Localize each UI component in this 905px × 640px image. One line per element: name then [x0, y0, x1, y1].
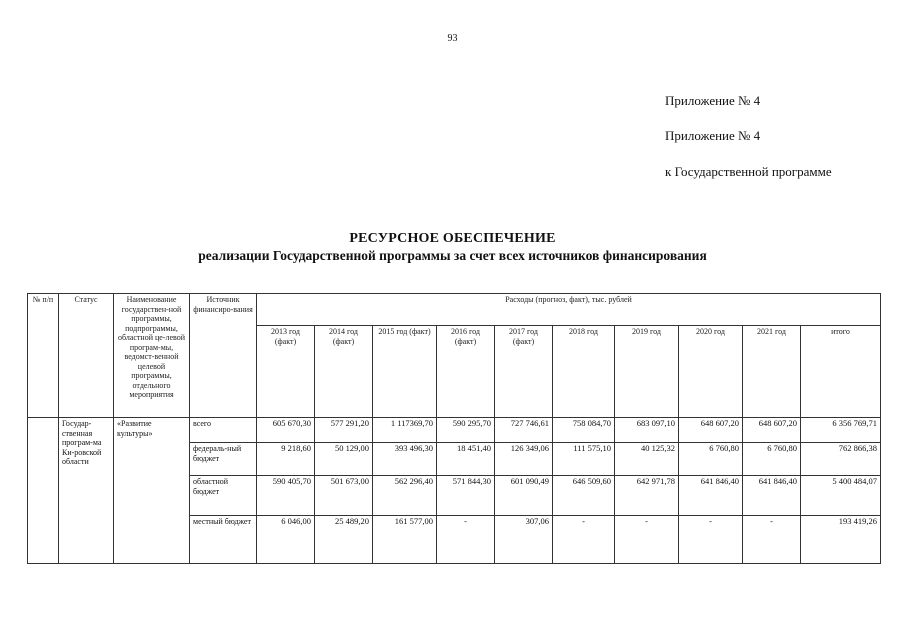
page-number: 93 — [447, 33, 458, 44]
document-title: РЕСУРСНОЕ ОБЕСПЕЧЕНИЕ — [349, 231, 556, 246]
cell-source: федераль-ный бюджет — [190, 443, 257, 476]
cell-value: 646 509,60 — [553, 476, 615, 516]
header-expenses: Расходы (прогноз, факт), тыс. рублей — [257, 294, 881, 326]
cell-num — [28, 418, 59, 564]
cell-value: - — [679, 516, 743, 564]
header-year: 2018 год — [553, 326, 615, 418]
cell-value: - — [553, 516, 615, 564]
cell-value: 9 218,60 — [257, 443, 315, 476]
cell-value: 727 746,61 — [495, 418, 553, 443]
resource-table — [27, 293, 881, 564]
cell-source: местный бюджет — [190, 516, 257, 564]
header-name: Наименование государствен-ной программы, подпрограммы, областной це-левой програм-мы, ведомст-венной целевой программы, отдельного мероприятия — [114, 294, 190, 418]
header-year: 2013 год (факт) — [257, 326, 315, 418]
cell-source: всего — [190, 418, 257, 443]
cell-value: - — [437, 516, 495, 564]
header-year: 2017 год (факт) — [495, 326, 553, 418]
cell-value: 6 760,80 — [743, 443, 801, 476]
cell-value: 641 846,40 — [679, 476, 743, 516]
header-year: 2015 год (факт) — [373, 326, 437, 418]
cell-value: 18 451,40 — [437, 443, 495, 476]
cell-total: 193 419,26 — [801, 516, 881, 564]
cell-value: 161 577,00 — [373, 516, 437, 564]
header-num: № п/п — [28, 294, 59, 418]
cell-value: 562 296,40 — [373, 476, 437, 516]
cell-value: 601 090,49 — [495, 476, 553, 516]
header-year: 2020 год — [679, 326, 743, 418]
cell-status: Государ-ственная програм-ма Ки-ровской области — [59, 418, 114, 564]
cell-total: 6 356 769,71 — [801, 418, 881, 443]
cell-value: 393 496,30 — [373, 443, 437, 476]
cell-value: 501 673,00 — [315, 476, 373, 516]
cell-value: 40 125,32 — [615, 443, 679, 476]
header-year: 2019 год — [615, 326, 679, 418]
cell-value: 590 405,70 — [257, 476, 315, 516]
cell-value: 126 349,06 — [495, 443, 553, 476]
cell-value: 25 489,20 — [315, 516, 373, 564]
document-subtitle: реализации Государственной программы за счет всех источников финансирования — [198, 248, 707, 263]
cell-value: 648 607,20 — [743, 418, 801, 443]
appendix-line-3: к Государственной программе — [665, 164, 832, 179]
appendix-line-1: Приложение № 4 — [665, 93, 761, 108]
cell-value: 648 607,20 — [679, 418, 743, 443]
cell-value: 6 760,80 — [679, 443, 743, 476]
cell-value: - — [615, 516, 679, 564]
cell-value: 50 129,00 — [315, 443, 373, 476]
cell-value: 6 046,00 — [257, 516, 315, 564]
cell-value: 111 575,10 — [553, 443, 615, 476]
cell-total: 5 400 484,07 — [801, 476, 881, 516]
header-status: Статус — [59, 294, 114, 418]
cell-value: 758 084,70 — [553, 418, 615, 443]
table-row — [28, 418, 881, 443]
header-total: итого — [801, 326, 881, 418]
header-year: 2016 год (факт) — [437, 326, 495, 418]
cell-total: 762 866,38 — [801, 443, 881, 476]
cell-value: 641 846,40 — [743, 476, 801, 516]
cell-value: 577 291,20 — [315, 418, 373, 443]
header-source: Источник финансиро-вания — [190, 294, 257, 418]
cell-value: 571 844,30 — [437, 476, 495, 516]
cell-value: 605 670,30 — [257, 418, 315, 443]
cell-value: 307,06 — [495, 516, 553, 564]
cell-program: «Развитие культуры» — [114, 418, 190, 564]
cell-value: 642 971,78 — [615, 476, 679, 516]
cell-value: 590 295,70 — [437, 418, 495, 443]
cell-source: областной бюджет — [190, 476, 257, 516]
cell-value: 683 097,10 — [615, 418, 679, 443]
cell-value: - — [743, 516, 801, 564]
appendix-line-2: Приложение № 4 — [665, 128, 761, 143]
header-year: 2014 год (факт) — [315, 326, 373, 418]
cell-value: 1 117369,70 — [373, 418, 437, 443]
header-year: 2021 год — [743, 326, 801, 418]
